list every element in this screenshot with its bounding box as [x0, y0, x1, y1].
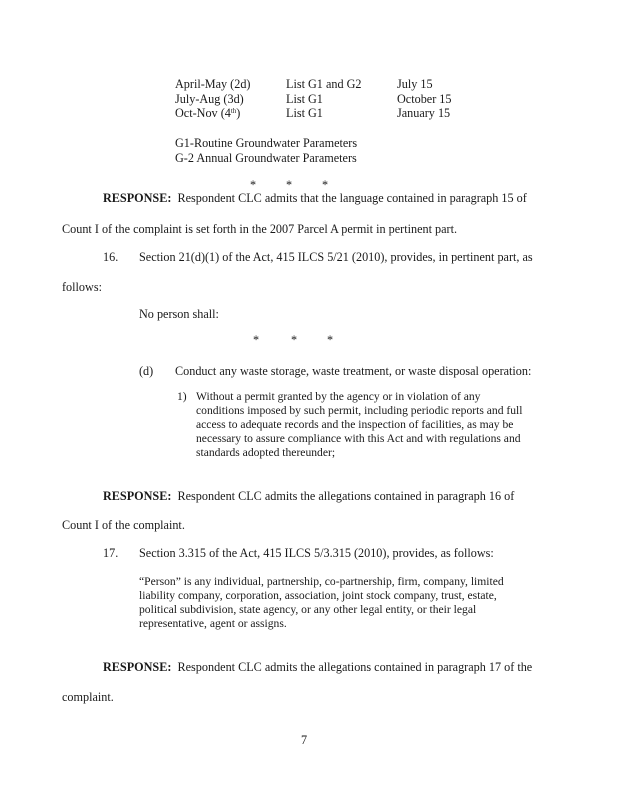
response-17-line-1: RESPONSE: Respondent CLC admits the allegations contained in paragraph 17 of the [103, 660, 533, 674]
statute-subsection-d-text: Conduct any waste storage, waste treatment, or waste disposal operation: [175, 364, 532, 378]
schedule-period-2: July-Aug (3d) [175, 92, 244, 106]
statute-subsection-d-label: (d) [139, 364, 154, 378]
response-16-line-1: RESPONSE: Respondent CLC admits the allegations contained in paragraph 16 of [103, 489, 515, 503]
paragraph-16-number: 16. [103, 250, 119, 264]
statute-intro: No person shall: [139, 307, 219, 321]
ellipsis-asterisk: * [253, 333, 260, 347]
schedule-period-1: April-May (2d) [175, 77, 251, 91]
schedule-list-3: List G1 [286, 106, 323, 120]
schedule-date-1: July 15 [397, 77, 433, 91]
paragraph-16-line-2: follows: [62, 280, 102, 294]
response-label: RESPONSE: [103, 660, 172, 674]
definition-line: representative, agent or assigns. [139, 617, 287, 630]
ellipsis-asterisk: * [291, 333, 298, 347]
schedule-period-3: Oct-Nov (4th) [175, 106, 241, 120]
definition-line: political subdivision, state agency, or any other legal entity, or their legal [139, 603, 477, 616]
schedule-date-3: January 15 [397, 106, 451, 120]
response-label: RESPONSE: [103, 489, 172, 503]
statute-item-1-label: 1) [177, 390, 187, 403]
definition-line: liability company, corporation, association, joint stock company, trust, estate, [139, 589, 497, 602]
paragraph-16-line-1: Section 21(d)(1) of the Act, 415 ILCS 5/21 (2010), provides, in pertinent part, as [139, 250, 533, 264]
paragraph-17-line-1: Section 3.315 of the Act, 415 ILCS 5/3.315 (2010), provides, as follows: [139, 546, 494, 560]
statute-item-1-line: Without a permit granted by the agency or in violation of any [196, 390, 481, 403]
ellipsis-asterisk: * [322, 178, 329, 192]
ellipsis-asterisk: * [250, 178, 257, 192]
response-15-line-1: RESPONSE: Respondent CLC admits that the language contained in paragraph 15 of [103, 191, 527, 205]
statute-item-1-line: conditions imposed by such permit, including periodic reports and full [196, 404, 523, 417]
paragraph-17-number: 17. [103, 546, 119, 560]
schedule-legend-1: G1-Routine Groundwater Parameters [175, 136, 358, 150]
statute-item-1-line: necessary to assure compliance with this Act and with regulations and [196, 432, 521, 445]
statute-item-1-line: standards adopted thereunder; [196, 446, 336, 459]
schedule-list-2: List G1 [286, 92, 323, 106]
ellipsis-asterisk: * [286, 178, 293, 192]
response-17-line-2: complaint. [62, 690, 114, 704]
schedule-date-2: October 15 [397, 92, 452, 106]
statute-item-1-line: access to adequate records and the inspection of facilities, as may be [196, 418, 514, 431]
page-number: 7 [301, 733, 308, 747]
response-15-line-2: Count I of the complaint is set forth in the 2007 Parcel A permit in pertinent part. [62, 222, 457, 236]
schedule-legend-2: G-2 Annual Groundwater Parameters [175, 151, 357, 165]
response-16-line-2: Count I of the complaint. [62, 518, 185, 532]
definition-line: “Person” is any individual, partnership, co-partnership, firm, company, limited [139, 575, 504, 588]
schedule-list-1: List G1 and G2 [286, 77, 362, 91]
ellipsis-asterisk: * [327, 333, 334, 347]
response-label: RESPONSE: [103, 191, 172, 205]
